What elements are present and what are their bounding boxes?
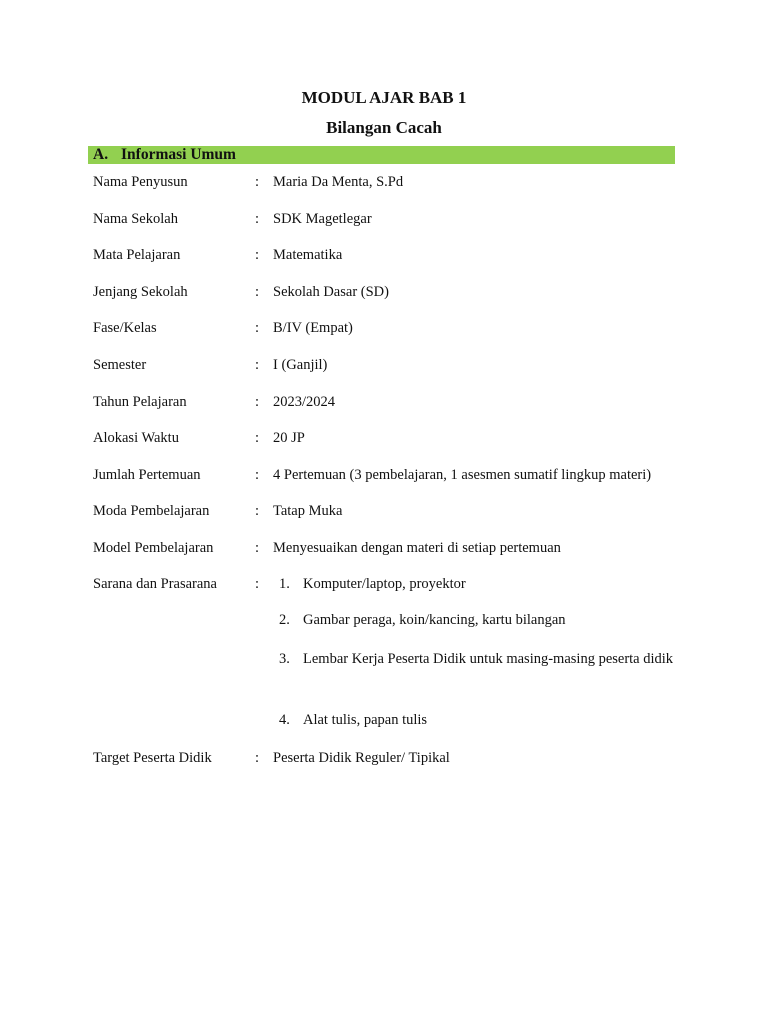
list-item-number: 3. (279, 651, 290, 667)
info-label: Model Pembelajaran (93, 540, 214, 556)
info-value: B/IV (Empat) (273, 320, 353, 336)
info-value: Peserta Didik Reguler/ Tipikal (273, 750, 450, 766)
section-a-letter: A. (93, 146, 109, 163)
info-colon: : (255, 284, 260, 300)
info-value: Menyesuaikan dengan materi di setiap pertemuan (273, 540, 561, 556)
info-label: Mata Pelajaran (93, 247, 181, 263)
list-item-number: 2. (279, 612, 290, 628)
list-item-text: Lembar Kerja Peserta Didik untuk masing-masing peserta didik (303, 651, 674, 667)
info-colon: : (255, 211, 260, 227)
info-value: Tatap Muka (273, 503, 343, 519)
list-item-text: Komputer/laptop, proyektor (303, 576, 466, 592)
info-colon: : (255, 576, 260, 592)
info-label: Jumlah Pertemuan (93, 467, 201, 483)
info-value: SDK Magetlegar (273, 211, 372, 227)
info-colon: : (255, 320, 260, 336)
info-label: Alokasi Waktu (93, 430, 179, 446)
info-label: Moda Pembelajaran (93, 503, 210, 519)
info-label: Target Peserta Didik (93, 750, 212, 766)
info-label: Jenjang Sekolah (93, 284, 188, 300)
info-value: 4 Pertemuan (3 pembelajaran, 1 asesmen sumatif lingkup materi) (273, 467, 652, 483)
info-label: Tahun Pelajaran (93, 394, 187, 410)
info-colon: : (255, 540, 260, 556)
info-colon: : (255, 394, 260, 410)
info-value: Sekolah Dasar (SD) (273, 284, 389, 300)
info-label: Semester (93, 357, 147, 373)
list-item-text: Gambar peraga, koin/kancing, kartu bilangan (303, 612, 566, 628)
list-item-number: 1. (279, 576, 290, 592)
info-colon: : (255, 247, 260, 263)
info-value: I (Ganjil) (273, 357, 328, 373)
section-a-heading: Informasi Umum (121, 146, 236, 163)
info-label: Nama Sekolah (93, 211, 178, 227)
document-subtitle: Bilangan Cacah (326, 118, 442, 137)
section-a-header (88, 146, 675, 164)
info-colon: : (255, 467, 260, 483)
info-colon: : (255, 357, 260, 373)
info-value: 2023/2024 (273, 394, 336, 410)
info-colon: : (255, 430, 260, 446)
info-value: Matematika (273, 247, 343, 263)
list-item-text: Alat tulis, papan tulis (303, 712, 428, 728)
document-title: MODUL AJAR BAB 1 (301, 88, 467, 107)
info-colon: : (255, 503, 260, 519)
info-colon: : (255, 750, 260, 766)
info-value: Maria Da Menta, S.Pd (273, 174, 404, 190)
list-item-number: 4. (279, 712, 290, 728)
info-label: Sarana dan Prasarana (93, 576, 217, 592)
info-colon: : (255, 174, 260, 190)
info-label: Fase/Kelas (93, 320, 157, 336)
info-label: Nama Penyusun (93, 174, 188, 190)
info-value: 20 JP (273, 430, 305, 446)
